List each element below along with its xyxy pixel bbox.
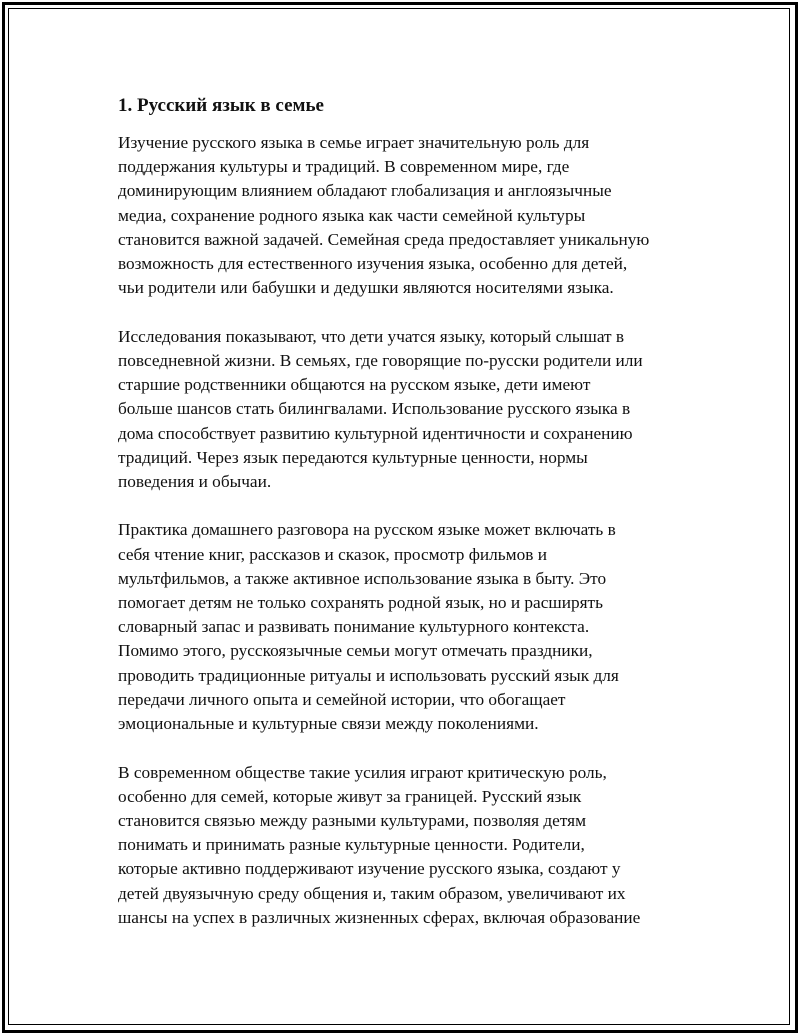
text-line: понимать и принимать разные культурные ценности. Родители, [118, 835, 585, 855]
paragraph-1 [118, 131, 684, 300]
text-line: Изучение русского языка в семье играет значительную роль для [118, 133, 590, 152]
text-line: которые активно поддерживают изучение русского языка, создают у [118, 859, 621, 879]
text-line: возможность для естественного изучения языка, особенно для детей, [118, 254, 628, 274]
text-line: эмоциональные и культурные связи между поколениями. [118, 714, 539, 734]
paragraph-4 [118, 761, 684, 930]
text-line: особенно для семей, которые живут за границей. Русский язык [118, 786, 582, 806]
text-line: повседневной жизни. В семьях, где говорящие по-русски родители или [118, 350, 643, 370]
text-line: передачи личного опыта и семейной истории, что обогащает [118, 689, 566, 709]
text-line: дома способствует развитию культурной идентичности и сохранению [118, 423, 633, 443]
document-body [118, 93, 684, 954]
text-line: больше шансов стать билингвалами. Использование русского языка в [118, 399, 631, 419]
text-line: себя чтение книг, рассказов и сказок, просмотр фильмов и [118, 544, 547, 564]
text-line: традиций. Через язык передаются культурные ценности, нормы [118, 447, 588, 467]
text-line: Исследования показывают, что дети учатся языку, который слышат в [118, 326, 625, 346]
text-line: поведения и обычаи. [118, 471, 272, 491]
text-line: становится связью между разными культурами, позволяя детям [118, 810, 587, 830]
text-line: шансы на успех в различных жизненных сферах, включая образование [118, 907, 641, 927]
text-line: помогает детям не только сохранять родной язык, но и расширять [118, 593, 603, 613]
text-line: поддержания культуры и традиций. В современном мире, где [118, 157, 570, 177]
text-line: старшие родственники общаются на русском языке, дети имеют [118, 375, 591, 395]
text-line: Помимо этого, русскоязычные семьи могут отмечать праздники, [118, 641, 593, 661]
text-line: Практика домашнего разговора на русском языке может включать в [118, 520, 616, 540]
text-line: детей двуязычную среду общения и, таким образом, увеличивают их [118, 883, 626, 903]
text-line: медиа, сохранение родного языка как части семейной культуры [118, 205, 586, 225]
paragraph-3 [118, 518, 684, 736]
text-line: мультфильмов, а также активное использование языка в быту. Это [118, 568, 607, 588]
text-line: В современном обществе такие усилия играют критическую роль, [118, 762, 607, 782]
text-line: словарный запас и развивать понимание культурного контекста. [118, 617, 590, 637]
text-line: чьи родители или бабушки и дедушки являются носителями языка. [118, 278, 614, 298]
text-line: доминирующим влиянием обладают глобализация и англоязычные [118, 181, 612, 201]
text-line: проводить традиционные ритуалы и использовать русский язык для [118, 665, 619, 685]
section-heading: 1. Русский язык в семье [118, 95, 324, 116]
paragraph-2 [118, 325, 684, 494]
text-line: становится важной задачей. Семейная среда предоставляет уникальную [118, 229, 650, 249]
